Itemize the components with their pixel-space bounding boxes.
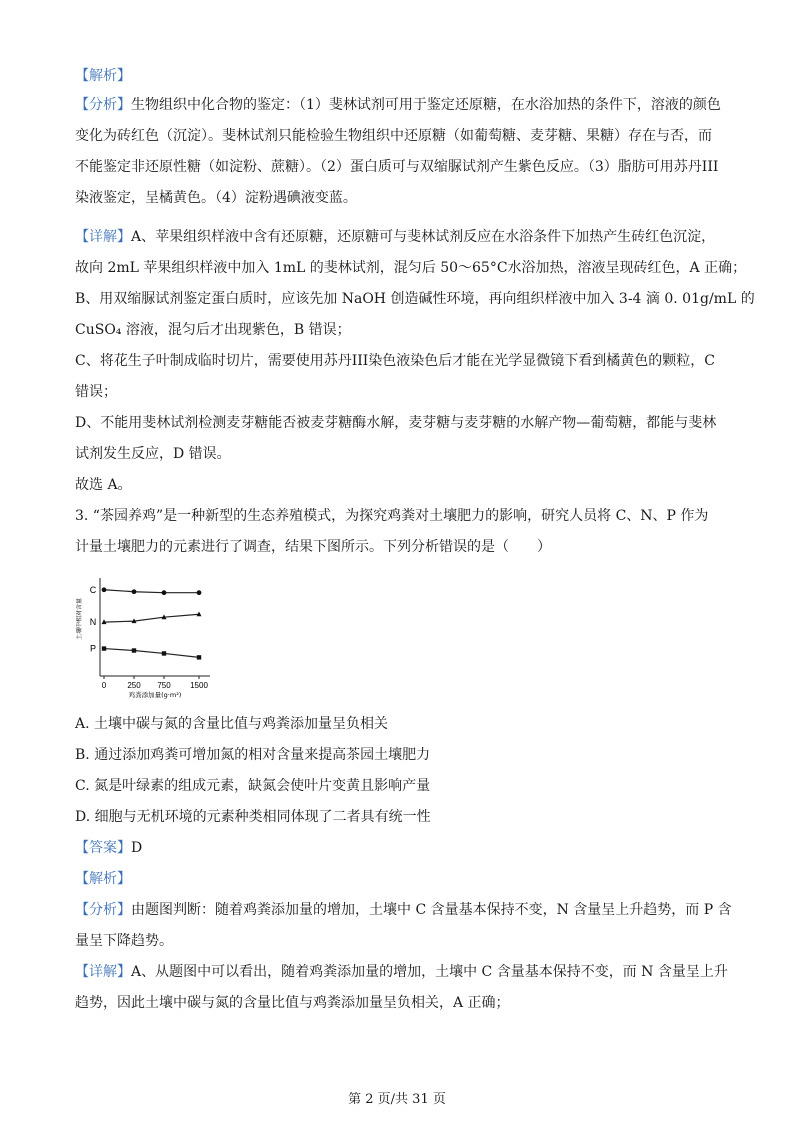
series-line	[104, 614, 199, 622]
data-point	[197, 590, 202, 595]
series-line	[104, 590, 199, 593]
series-label: N	[89, 617, 97, 628]
line-text: 生物组织中化合物的鉴定：（1）斐林试剂可用于鉴定还原糖，在水浴加热的条件下，溶液的颜色	[131, 97, 721, 113]
text-line	[75, 475, 725, 495]
text-line	[75, 745, 725, 765]
section-label: 【解析】	[75, 871, 131, 887]
text-line	[75, 962, 728, 982]
line-text: 量呈下降趋势。	[75, 933, 173, 949]
line-text: C. 氮是叶绿素的组成元素，缺氮会使叶片变黄且影响产量	[75, 778, 431, 794]
line-text: C、将花生子叶制成临时切片，需要使用苏丹III染色液染色后才能在光学显微镜下看到橘黄色的颗粒，C	[75, 353, 716, 369]
page-footer: 第 2 页/共 31 页	[348, 1092, 446, 1107]
y-axis-label: 土壤中相对含量	[76, 597, 83, 641]
line-text: A、苹果组织样液中含有还原糖，还原糖可与斐林试剂反应在水浴条件下加热产生砖红色沉淀，	[131, 229, 716, 245]
section-label: 【答案】	[75, 840, 131, 856]
text-line	[75, 351, 725, 371]
line-text: B. 通过添加鸡粪可增加氮的相对含量来提高茶园土壤肥力	[75, 747, 431, 763]
data-point	[162, 651, 166, 655]
text-line	[75, 289, 755, 309]
line-text: 3. “茶园养鸡”是一种新型的生态养殖模式，为探究鸡粪对土壤肥力的影响，研究人员将 C、N、P 作为	[75, 508, 709, 524]
line-text: D	[131, 840, 143, 856]
text-line	[75, 444, 725, 464]
line-text: 故向 2mL 苹果组织样液中加入 1mL 的斐林试剂，混匀后 50～65°C水浴加热，溶液呈现砖红色，A 正确；	[75, 260, 747, 276]
line-text: 错误；	[75, 384, 117, 400]
line-text: 故选 A。	[75, 477, 132, 493]
line-text: 染液鉴定，呈橘黄色。（4）淀粉遇碘液变蓝。	[75, 190, 357, 206]
data-point	[102, 587, 107, 592]
text-line	[75, 157, 725, 177]
x-tick-label: 0	[101, 681, 107, 690]
nutrient-line-chart	[76, 572, 226, 702]
text-line	[75, 258, 747, 278]
data-point	[132, 648, 136, 652]
text-line	[75, 900, 732, 920]
line-text: 趋势，因此土壤中碳与氮的含量比值与鸡粪添加量呈负相关，A 正确；	[75, 995, 510, 1011]
series-label: P	[89, 643, 97, 654]
line-text: CuSO₄ 溶液，混匀后才出现紫色，B 错误；	[75, 322, 351, 338]
text-line	[75, 714, 725, 734]
line-text: 试剂发生反应，D 错误。	[75, 446, 231, 462]
text-line	[75, 413, 725, 433]
text-line	[75, 807, 725, 827]
text-line	[75, 320, 725, 340]
text-line	[75, 188, 725, 208]
section-label: 【解析】	[75, 68, 131, 84]
data-point	[197, 655, 201, 659]
line-text: D. 细胞与无机环境的元素种类相同体现了二者具有统一性	[75, 809, 431, 825]
text-line	[75, 931, 725, 951]
text-line	[75, 838, 725, 858]
line-text: B、用双缩脲试剂鉴定蛋白质时，应该先加 NaOH 创造碱性环境，再向组织样液中加入 3-4 滴 0. 01g/mL 的	[75, 291, 755, 307]
line-text: A、从题图中可以看出，随着鸡粪添加量的增加，土壤中 C 含量基本保持不变，而 N 含量呈上升	[131, 964, 728, 980]
text-line	[75, 95, 725, 115]
text-line	[75, 382, 725, 402]
text-line	[75, 506, 725, 526]
x-axis-label: 鸡粪添加量(g·m²)	[128, 691, 182, 699]
text-line	[75, 537, 725, 557]
line-text: A. 土壤中碳与氮的含量比值与鸡粪添加量呈负相关	[75, 716, 389, 732]
section-label: 【详解】	[75, 964, 131, 980]
text-line	[75, 776, 725, 796]
text-line	[75, 993, 725, 1013]
line-text: 不能鉴定非还原性糖（如淀粉、蔗糖）。（2）蛋白质可与双缩脲试剂产生紫色反应。（3）脂肪可用苏丹III	[75, 159, 719, 175]
series-line	[104, 649, 199, 658]
text-line	[75, 126, 725, 146]
line-text: 由题图判断：随着鸡粪添加量的增加，土壤中 C 含量基本保持不变，N 含量呈上升趋势，而 P 含	[131, 902, 732, 918]
data-point	[102, 646, 106, 650]
x-tick-label: 750	[157, 681, 171, 690]
section-label: 【详解】	[75, 229, 131, 245]
section-label: 【分析】	[75, 97, 131, 113]
line-text: D、不能用斐林试剂检测麦芽糖能否被麦芽糖酶水解，麦芽糖与麦芽糖的水解产物—葡萄糖，都能与斐林	[75, 415, 717, 431]
line-text: 变化为砖红色（沉淀）。斐林试剂只能检验生物组织中还原糖（如葡萄糖、麦芽糖、果糖）存在与否，而	[75, 128, 712, 144]
text-line	[75, 227, 725, 247]
text-line	[75, 869, 725, 889]
line-text: 计量土壤肥力的元素进行了调查，结果下图所示。下列分析错误的是（ ）	[75, 539, 551, 555]
data-point	[132, 589, 137, 594]
series-label: C	[89, 584, 97, 595]
section-label: 【分析】	[75, 902, 131, 918]
text-line	[75, 66, 725, 86]
x-tick-label: 1500	[190, 681, 208, 690]
data-point	[162, 590, 167, 595]
x-tick-label: 250	[127, 681, 141, 690]
